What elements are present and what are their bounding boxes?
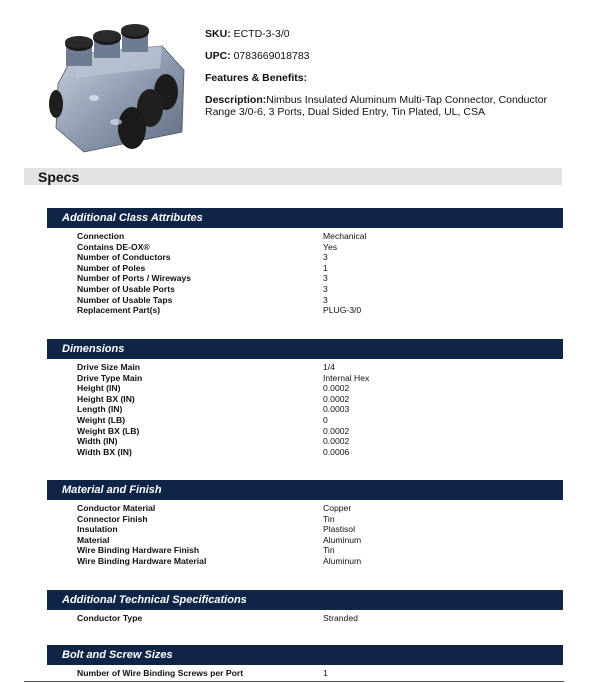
section-additional-technical-specifications [47, 590, 563, 624]
spec-row [47, 252, 563, 263]
spec-key: Connection [77, 231, 125, 241]
spec-rows [47, 500, 563, 567]
spec-row [47, 556, 563, 567]
spec-row [47, 362, 563, 373]
upc-label: UPC: [205, 50, 231, 62]
spec-row [47, 415, 563, 426]
spec-value: 3 [323, 252, 328, 263]
spec-key: Insulation [77, 524, 118, 535]
upc-line [205, 50, 565, 63]
spec-value: 1 [323, 668, 328, 678]
spec-value: Aluminum [323, 555, 362, 566]
spec-row [47, 535, 563, 546]
spec-row [47, 295, 563, 306]
spec-row [47, 273, 563, 284]
spec-key: Connector Finish [77, 513, 148, 524]
specs-header [24, 168, 562, 185]
spec-row [47, 668, 563, 679]
spec-value: 1/4 [323, 362, 335, 372]
spec-key: Number of Conductors [77, 252, 171, 263]
section-title: Dimensions [47, 339, 563, 359]
spec-value: 0 [323, 414, 328, 425]
spec-key: Drive Type Main [77, 372, 143, 383]
spec-key: Number of Wire Binding Screws per Port [77, 668, 244, 678]
spec-key: Number of Usable Ports [77, 283, 175, 294]
spec-row [47, 404, 563, 415]
section-bolt-and-screw-sizes [47, 645, 563, 679]
description-line [205, 94, 565, 118]
spec-rows [47, 610, 563, 624]
description-label: Description: [205, 94, 267, 106]
spec-key: Conductor Type [77, 613, 143, 623]
product-info [205, 28, 565, 127]
spec-row [47, 514, 563, 525]
spec-value: 0.0002 [323, 425, 350, 436]
spec-value: 0.0002 [323, 393, 350, 404]
features-line [205, 72, 565, 85]
spec-row [47, 305, 563, 316]
spec-key: Number of Usable Taps [77, 294, 173, 305]
spec-value: PLUG-3/0 [323, 305, 362, 316]
features-label: Features & Benefits: [205, 72, 308, 84]
spec-key: Width BX (IN) [77, 446, 132, 457]
spec-value: Aluminum [323, 534, 362, 545]
spec-key: Weight BX (LB) [77, 425, 140, 436]
spec-key: Wire Binding Hardware Material [77, 555, 207, 566]
section-title: Material and Finish [47, 480, 563, 500]
spec-rows [47, 359, 563, 457]
spec-key: Contains DE-OX® [77, 241, 150, 252]
spec-key: Height BX (IN) [77, 393, 135, 404]
spec-key: Number of Poles [77, 262, 146, 273]
section-dimensions [47, 339, 563, 457]
spec-row [47, 394, 563, 405]
spec-row [47, 524, 563, 535]
section-material-and-finish [47, 480, 563, 567]
spec-key: Conductor Material [77, 503, 156, 513]
spec-row [47, 613, 563, 624]
spec-rows [47, 665, 563, 679]
specs-title: Specs [38, 169, 80, 185]
spec-value: Tin [323, 545, 335, 556]
spec-key: Length (IN) [77, 404, 123, 415]
section-additional-class-attributes [47, 208, 563, 316]
spec-key: Wire Binding Hardware Finish [77, 545, 200, 556]
spec-value: 3 [323, 273, 328, 284]
spec-value: Yes [323, 241, 338, 252]
spec-key: Number of Ports / Wireways [77, 273, 192, 284]
spec-value: Internal Hex [323, 372, 370, 383]
upc-value: 0783669018783 [233, 50, 310, 62]
sku-label: SKU: [205, 28, 231, 40]
spec-value: 3 [323, 294, 328, 305]
product-image [44, 24, 188, 156]
spec-value: 3 [323, 283, 328, 294]
spec-row [47, 436, 563, 447]
spec-key: Material [77, 534, 110, 545]
spec-row [47, 231, 563, 242]
spec-row [47, 545, 563, 556]
spec-key: Replacement Part(s) [77, 305, 161, 316]
spec-value: Mechanical [323, 231, 367, 241]
spec-value: 0.0002 [323, 436, 350, 447]
spec-row [47, 447, 563, 458]
description-value: Nimbus Insulated Aluminum Multi-Tap Connector, Conductor Range 3/0-6, 3 Ports, Dual Sided Entry, Tin Plated, UL, CSA [205, 94, 547, 118]
spec-row [47, 263, 563, 274]
spec-key: Weight (LB) [77, 414, 126, 425]
spec-row [47, 426, 563, 437]
spec-key: Width (IN) [77, 436, 118, 447]
spec-value: 1 [323, 262, 328, 273]
spec-value: Plastisol [323, 524, 355, 535]
spec-value: Tin [323, 513, 335, 524]
spec-value: Stranded [323, 613, 358, 623]
sku-value: ECTD-3-3/0 [233, 28, 290, 40]
spec-row [47, 503, 563, 514]
spec-rows [47, 228, 563, 316]
sku-line [205, 28, 565, 41]
spec-row [47, 242, 563, 253]
spec-row [47, 373, 563, 384]
section-title: Bolt and Screw Sizes [47, 645, 563, 665]
spec-row [47, 383, 563, 394]
spec-value: 0.0006 [323, 446, 350, 457]
spec-row [47, 284, 563, 295]
section-title: Additional Class Attributes [47, 208, 563, 228]
section-title: Additional Technical Specifications [47, 590, 563, 610]
spec-value: 0.0003 [323, 404, 350, 415]
spec-value: Copper [323, 503, 352, 513]
page-bottom-divider [24, 681, 564, 682]
spec-key: Drive Size Main [77, 362, 141, 372]
spec-value: 0.0002 [323, 383, 350, 394]
spec-key: Height (IN) [77, 383, 121, 394]
